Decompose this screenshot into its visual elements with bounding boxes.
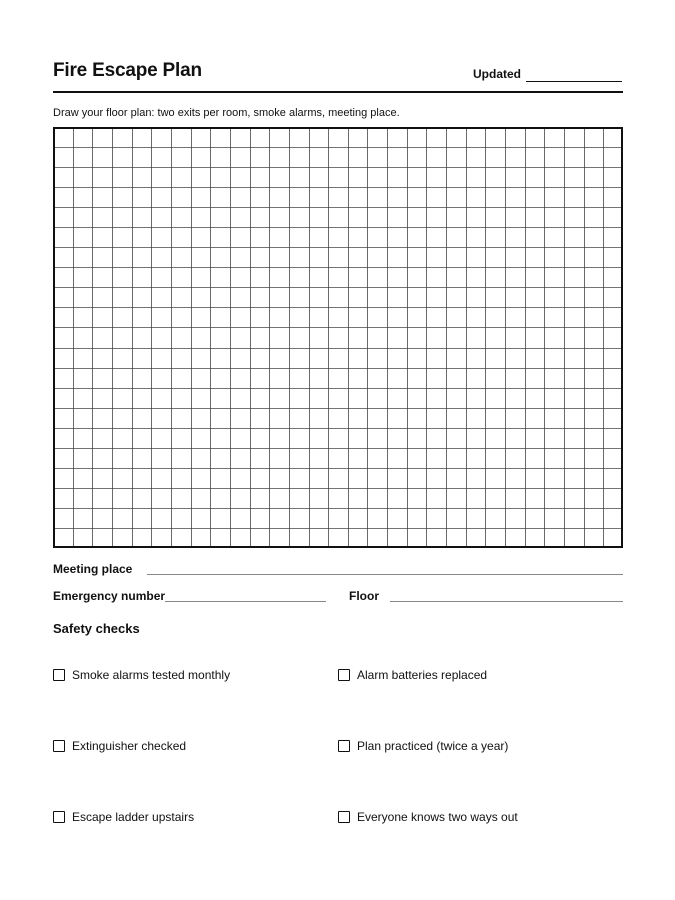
check-item-label: Smoke alarms tested monthly: [72, 668, 231, 682]
check-item-two-ways-out[interactable]: [338, 810, 608, 826]
checkbox[interactable]: [53, 669, 65, 681]
checkbox[interactable]: [338, 811, 350, 823]
emergency-number-input-line[interactable]: [165, 601, 326, 602]
checkbox[interactable]: [53, 811, 65, 823]
updated-label: Updated: [473, 67, 521, 81]
safety-checks-title: Safety checks: [53, 621, 140, 636]
floor-plan-instructions: Draw your floor plan: two exits per room, smoke alarms, meeting place.: [53, 107, 400, 119]
grid-border: [54, 128, 622, 547]
check-item-escape-ladder[interactable]: [53, 810, 323, 826]
checkbox[interactable]: [338, 669, 350, 681]
checkbox[interactable]: [53, 740, 65, 752]
updated-field: [473, 67, 623, 83]
emergency-number-label: Emergency number: [53, 589, 166, 603]
meeting-place-input-line[interactable]: [147, 574, 623, 575]
check-item-smoke-alarms[interactable]: [53, 668, 323, 684]
floor-input-line[interactable]: [390, 601, 623, 602]
updated-input-line[interactable]: [526, 81, 622, 82]
floor-label: Floor: [349, 589, 379, 603]
checkbox[interactable]: [338, 740, 350, 752]
check-item-label: Plan practiced (twice a year): [357, 739, 509, 753]
check-item-alarm-batteries[interactable]: [338, 668, 608, 684]
check-item-label: Escape ladder upstairs: [72, 810, 195, 824]
check-item-extinguisher[interactable]: [53, 739, 323, 755]
page-title: Fire Escape Plan: [53, 60, 202, 81]
check-item-plan-practiced[interactable]: [338, 739, 608, 755]
header-divider: [53, 91, 623, 93]
check-item-label: Everyone knows two ways out: [357, 810, 518, 824]
check-item-label: Alarm batteries replaced: [357, 668, 488, 682]
floor-plan-grid[interactable]: [53, 127, 623, 548]
check-item-label: Extinguisher checked: [72, 739, 187, 753]
floor-plan-grid-svg: [53, 127, 623, 548]
meeting-place-label: Meeting place: [53, 562, 133, 576]
